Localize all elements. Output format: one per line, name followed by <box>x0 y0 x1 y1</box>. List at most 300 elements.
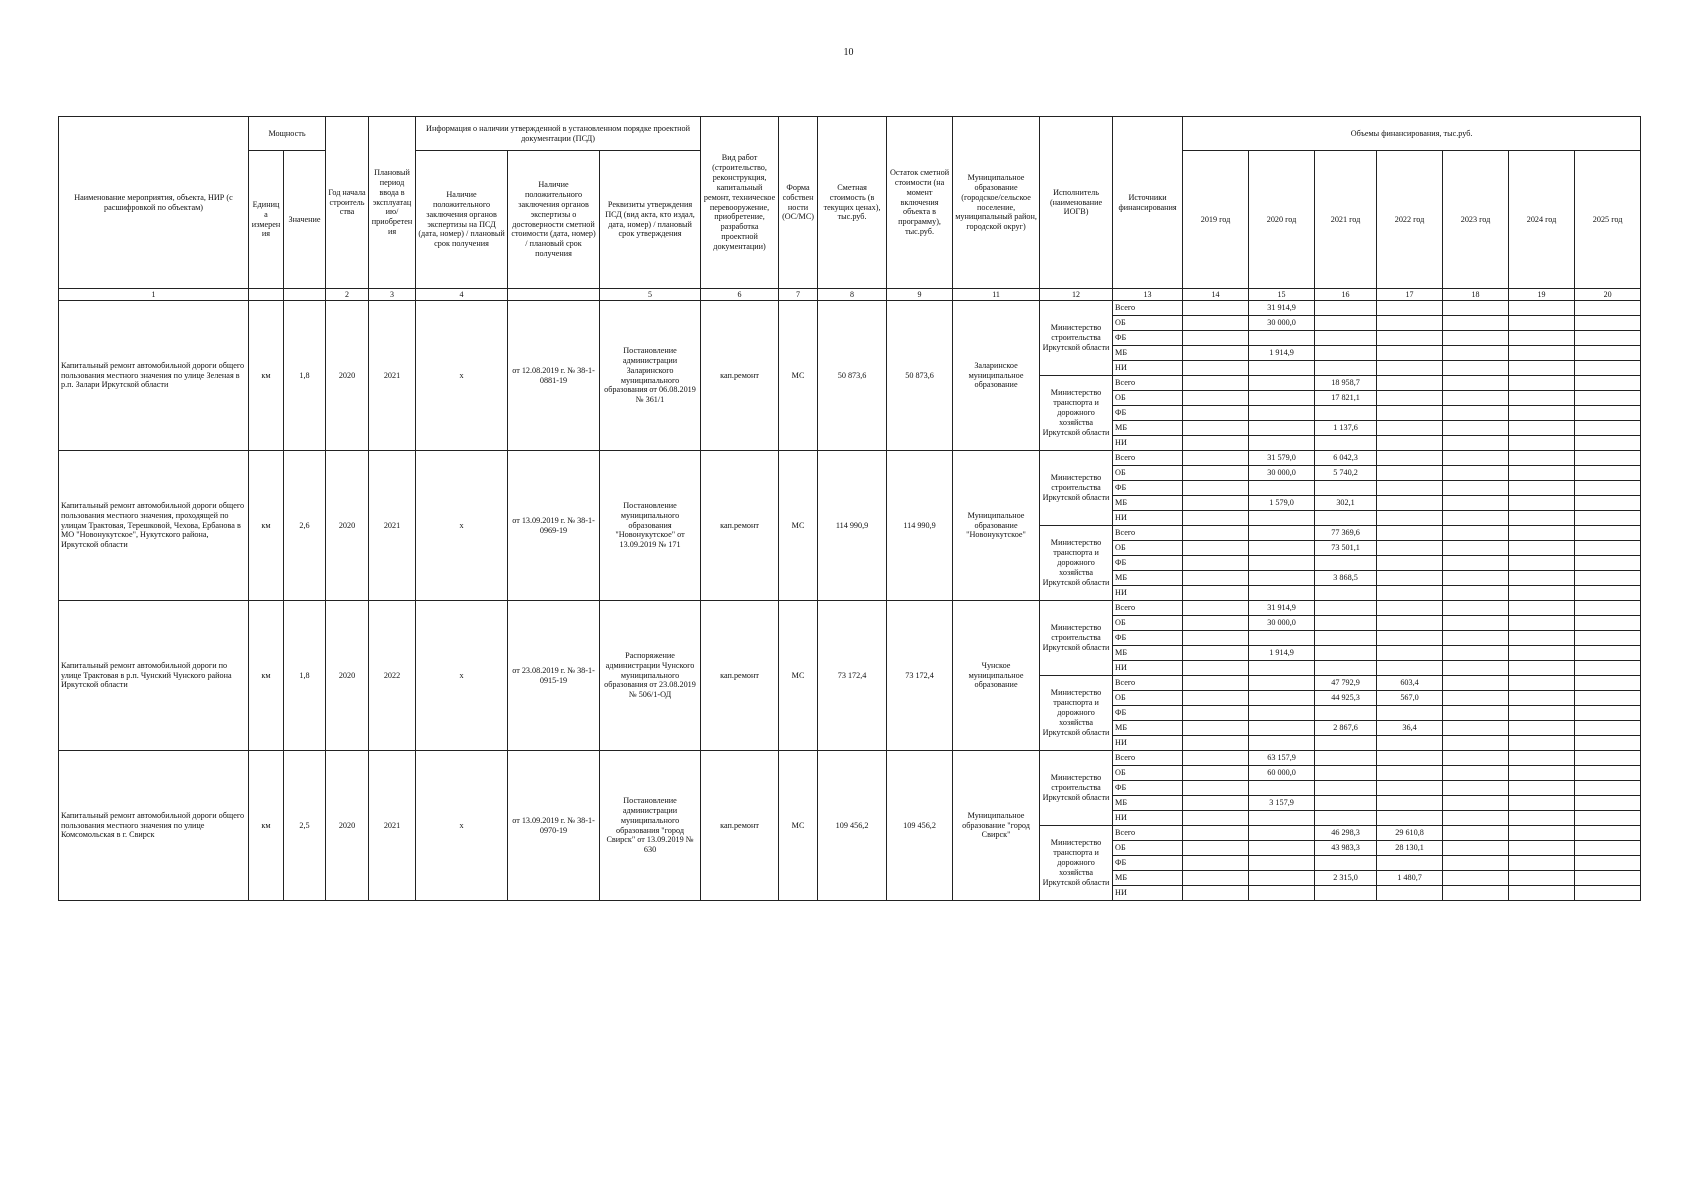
funding-amount: 5 740,2 <box>1315 466 1377 481</box>
funding-amount <box>1377 301 1443 316</box>
project-municipality: Муниципальное образование "город Свирск" <box>953 751 1040 901</box>
funding-amount: 46 298,3 <box>1315 826 1377 841</box>
funding-amount <box>1183 571 1249 586</box>
funding-amount <box>1575 796 1641 811</box>
executor-name: Министерство транспорта и дорожного хозяйства Иркутской области <box>1040 376 1113 451</box>
funding-amount <box>1249 511 1315 526</box>
funding-amount <box>1183 676 1249 691</box>
funding-amount <box>1443 781 1509 796</box>
funding-amount <box>1575 541 1641 556</box>
funding-amount <box>1377 346 1443 361</box>
funding-amount <box>1443 436 1509 451</box>
funding-source: Всего <box>1113 676 1183 691</box>
funding-source: ОБ <box>1113 316 1183 331</box>
funding-amount <box>1509 736 1575 751</box>
funding-amount <box>1509 466 1575 481</box>
funding-amount <box>1183 841 1249 856</box>
project-psd-requisites: Постановление администрации Заларинского муниципального образования от 06.08.2019 № 361/1 <box>600 301 701 451</box>
funding-amount <box>1249 556 1315 571</box>
funding-amount: 77 369,6 <box>1315 526 1377 541</box>
funding-amount <box>1249 886 1315 901</box>
funding-amount <box>1315 811 1377 826</box>
funding-amount <box>1509 301 1575 316</box>
funding-amount <box>1443 451 1509 466</box>
funding-source: ФБ <box>1113 631 1183 646</box>
column-number: 9 <box>887 289 953 301</box>
funding-amount <box>1509 691 1575 706</box>
funding-amount <box>1377 856 1443 871</box>
funding-amount <box>1249 811 1315 826</box>
project-name: Капитальный ремонт автомобильной дороги общего пользования местного значения, проходящей по улицам Трактовая, Терешковой, Чехова, Ербанова в МО "Новонукутское", Нукутского района, Иркутской области <box>59 451 249 601</box>
executor-name: Министерство строительства Иркутской области <box>1040 601 1113 676</box>
funding-amount <box>1183 796 1249 811</box>
funding-source: ФБ <box>1113 331 1183 346</box>
funding-amount <box>1249 721 1315 736</box>
funding-amount: 1 480,7 <box>1377 871 1443 886</box>
col-psd-expertise-header: Наличие положительного заключения органов экспертизы на ПСД (дата, номер) / плановый срок получения <box>416 151 508 289</box>
funding-amount <box>1575 751 1641 766</box>
funding-amount: 31 914,9 <box>1249 301 1315 316</box>
funding-amount <box>1249 676 1315 691</box>
funding-amount <box>1377 631 1443 646</box>
funding-amount <box>1377 886 1443 901</box>
funding-amount <box>1315 856 1377 871</box>
funding-source: НИ <box>1113 586 1183 601</box>
funding-amount <box>1377 541 1443 556</box>
project-estimated-cost: 50 873,6 <box>818 301 887 451</box>
funding-amount <box>1509 496 1575 511</box>
funding-amount: 1 579,0 <box>1249 496 1315 511</box>
funding-amount <box>1315 661 1377 676</box>
col-year-header: 2025 год <box>1575 151 1641 289</box>
funding-amount <box>1183 751 1249 766</box>
funding-amount <box>1315 781 1377 796</box>
funding-amount: 1 137,6 <box>1315 421 1377 436</box>
funding-amount <box>1183 811 1249 826</box>
funding-amount <box>1377 811 1443 826</box>
funding-amount <box>1377 661 1443 676</box>
funding-source: МБ <box>1113 871 1183 886</box>
funding-source: ОБ <box>1113 691 1183 706</box>
funding-source: Всего <box>1113 826 1183 841</box>
funding-amount <box>1249 691 1315 706</box>
funding-amount <box>1249 781 1315 796</box>
project-municipality: Муниципальное образование "Новонукутское" <box>953 451 1040 601</box>
funding-amount <box>1575 331 1641 346</box>
funding-amount <box>1443 301 1509 316</box>
col-year-header: 2023 год <box>1443 151 1509 289</box>
funding-amount <box>1249 361 1315 376</box>
column-number: 13 <box>1113 289 1183 301</box>
funding-amount <box>1377 766 1443 781</box>
funding-amount <box>1315 751 1377 766</box>
funding-source: ФБ <box>1113 706 1183 721</box>
funding-source: МБ <box>1113 646 1183 661</box>
funding-amount <box>1443 676 1509 691</box>
funding-amount <box>1575 316 1641 331</box>
funding-amount <box>1509 616 1575 631</box>
funding-amount <box>1183 886 1249 901</box>
funding-amount <box>1575 856 1641 871</box>
funding-amount <box>1183 646 1249 661</box>
funding-amount <box>1443 856 1509 871</box>
project-start-year: 2020 <box>326 751 369 901</box>
funding-amount <box>1443 766 1509 781</box>
funding-amount <box>1315 331 1377 346</box>
funding-amount <box>1249 376 1315 391</box>
funding-amount <box>1377 511 1443 526</box>
executor-name: Министерство строительства Иркутской области <box>1040 301 1113 376</box>
column-number: 6 <box>701 289 779 301</box>
funding-amount <box>1315 361 1377 376</box>
funding-amount <box>1509 391 1575 406</box>
funding-amount <box>1183 511 1249 526</box>
funding-amount <box>1183 826 1249 841</box>
funding-amount <box>1377 316 1443 331</box>
funding-amount <box>1443 421 1509 436</box>
funding-amount: 43 983,3 <box>1315 841 1377 856</box>
funding-amount <box>1575 886 1641 901</box>
funding-amount <box>1575 661 1641 676</box>
funding-amount: 603,4 <box>1377 676 1443 691</box>
funding-amount <box>1249 436 1315 451</box>
project-unit: км <box>249 301 284 451</box>
funding-amount <box>1249 421 1315 436</box>
table-header <box>59 117 1641 301</box>
funding-amount <box>1575 406 1641 421</box>
project-work-type: кап.ремонт <box>701 751 779 901</box>
project-capacity-value: 2,6 <box>284 451 326 601</box>
funding-amount <box>1377 451 1443 466</box>
funding-amount <box>1509 406 1575 421</box>
funding-source: ФБ <box>1113 856 1183 871</box>
project-capacity-value: 2,5 <box>284 751 326 901</box>
funding-amount <box>1509 781 1575 796</box>
financing-table <box>58 116 1641 901</box>
col-work-type-header: Вид работ (строительство, реконструкция, капитальный ремонт, техническое перевооружение, приобретение, разработка проектной документации) <box>701 117 779 289</box>
funding-amount <box>1575 601 1641 616</box>
funding-amount <box>1315 706 1377 721</box>
executor-name: Министерство строительства Иркутской области <box>1040 751 1113 826</box>
project-planned-period: 2022 <box>369 601 416 751</box>
funding-amount <box>1443 751 1509 766</box>
funding-amount <box>1575 811 1641 826</box>
funding-amount <box>1315 436 1377 451</box>
funding-amount: 73 501,1 <box>1315 541 1377 556</box>
funding-amount <box>1249 631 1315 646</box>
funding-amount <box>1575 691 1641 706</box>
table-row <box>59 301 1641 316</box>
project-ownership: МС <box>779 451 818 601</box>
funding-amount <box>1509 631 1575 646</box>
funding-amount: 47 792,9 <box>1315 676 1377 691</box>
project-psd-expertise: х <box>416 451 508 601</box>
executor-name: Министерство транспорта и дорожного хозяйства Иркутской области <box>1040 826 1113 901</box>
funding-amount <box>1183 871 1249 886</box>
funding-amount <box>1575 436 1641 451</box>
funding-amount <box>1249 391 1315 406</box>
funding-amount <box>1443 841 1509 856</box>
funding-amount <box>1183 301 1249 316</box>
column-number: 7 <box>779 289 818 301</box>
funding-amount <box>1509 556 1575 571</box>
funding-amount <box>1509 436 1575 451</box>
project-name: Капитальный ремонт автомобильной дороги общего пользования местного значения по улице Комсомольская в г. Свирск <box>59 751 249 901</box>
executor-name: Министерство строительства Иркутской области <box>1040 451 1113 526</box>
funding-amount: 3 868,5 <box>1315 571 1377 586</box>
funding-source: Всего <box>1113 526 1183 541</box>
funding-amount <box>1315 601 1377 616</box>
funding-source: ФБ <box>1113 781 1183 796</box>
funding-amount <box>1443 601 1509 616</box>
project-cost-expertise: от 23.08.2019 г. № 38-1-0915-19 <box>508 601 600 751</box>
funding-amount <box>1575 526 1641 541</box>
funding-amount <box>1377 706 1443 721</box>
column-number: 11 <box>953 289 1040 301</box>
funding-amount <box>1249 661 1315 676</box>
funding-amount <box>1575 511 1641 526</box>
funding-amount <box>1183 691 1249 706</box>
funding-amount: 29 610,8 <box>1377 826 1443 841</box>
funding-amount <box>1509 511 1575 526</box>
funding-source: Всего <box>1113 451 1183 466</box>
funding-amount <box>1377 526 1443 541</box>
column-number: 12 <box>1040 289 1113 301</box>
funding-amount <box>1249 841 1315 856</box>
funding-amount: 36,4 <box>1377 721 1443 736</box>
funding-amount <box>1443 541 1509 556</box>
funding-amount <box>1183 331 1249 346</box>
project-psd-requisites: Постановление муниципального образования "Новонукутское" от 13.09.2019 № 171 <box>600 451 701 601</box>
funding-amount <box>1183 406 1249 421</box>
funding-amount <box>1183 766 1249 781</box>
column-number: 15 <box>1249 289 1315 301</box>
funding-amount <box>1183 391 1249 406</box>
funding-amount <box>1183 421 1249 436</box>
col-funding-header: Объемы финансирования, тыс.руб. <box>1183 117 1641 151</box>
project-unit: км <box>249 751 284 901</box>
funding-amount <box>1443 526 1509 541</box>
column-number <box>249 289 284 301</box>
project-cost-expertise: от 12.08.2019 г. № 38-1-0881-19 <box>508 301 600 451</box>
funding-amount <box>1249 571 1315 586</box>
funding-amount: 31 914,9 <box>1249 601 1315 616</box>
funding-amount: 567,0 <box>1377 691 1443 706</box>
funding-amount <box>1575 631 1641 646</box>
funding-source: ФБ <box>1113 556 1183 571</box>
project-psd-expertise: х <box>416 301 508 451</box>
project-planned-period: 2021 <box>369 451 416 601</box>
funding-amount: 30 000,0 <box>1249 316 1315 331</box>
project-start-year: 2020 <box>326 451 369 601</box>
funding-amount <box>1183 856 1249 871</box>
funding-amount <box>1315 646 1377 661</box>
funding-amount <box>1509 661 1575 676</box>
funding-amount <box>1183 721 1249 736</box>
executor-name: Министерство транспорта и дорожного хозяйства Иркутской области <box>1040 526 1113 601</box>
funding-amount <box>1183 586 1249 601</box>
funding-amount <box>1377 781 1443 796</box>
funding-source: ФБ <box>1113 406 1183 421</box>
project-unit: км <box>249 601 284 751</box>
funding-amount <box>1315 736 1377 751</box>
funding-amount <box>1377 391 1443 406</box>
col-year-header: 2021 год <box>1315 151 1377 289</box>
funding-amount <box>1443 736 1509 751</box>
funding-amount <box>1509 871 1575 886</box>
funding-amount <box>1575 616 1641 631</box>
funding-amount <box>1315 481 1377 496</box>
project-remaining-cost: 109 456,2 <box>887 751 953 901</box>
funding-amount <box>1249 331 1315 346</box>
funding-amount <box>1443 586 1509 601</box>
project-work-type: кап.ремонт <box>701 301 779 451</box>
funding-amount <box>1509 721 1575 736</box>
funding-amount <box>1509 571 1575 586</box>
funding-amount <box>1183 781 1249 796</box>
funding-source: НИ <box>1113 361 1183 376</box>
funding-amount <box>1575 676 1641 691</box>
funding-amount <box>1315 886 1377 901</box>
funding-amount: 44 925,3 <box>1315 691 1377 706</box>
funding-amount <box>1377 421 1443 436</box>
funding-amount <box>1377 481 1443 496</box>
funding-source: НИ <box>1113 511 1183 526</box>
funding-amount <box>1377 496 1443 511</box>
project-cost-expertise: от 13.09.2019 г. № 38-1-0969-19 <box>508 451 600 601</box>
funding-amount <box>1575 721 1641 736</box>
col-psd-cost-header: Наличие положительного заключения органов экспертизы о достоверности сметной стоимости (дата, номер) / плановый срок получения <box>508 151 600 289</box>
funding-amount <box>1315 346 1377 361</box>
funding-amount <box>1183 736 1249 751</box>
funding-amount <box>1443 691 1509 706</box>
project-psd-expertise: х <box>416 601 508 751</box>
funding-amount <box>1443 376 1509 391</box>
table-row <box>59 601 1641 616</box>
project-unit: км <box>249 451 284 601</box>
funding-source: НИ <box>1113 736 1183 751</box>
funding-amount <box>1575 766 1641 781</box>
funding-amount: 60 000,0 <box>1249 766 1315 781</box>
funding-amount <box>1249 871 1315 886</box>
funding-amount <box>1315 301 1377 316</box>
column-number: 14 <box>1183 289 1249 301</box>
column-number: 5 <box>600 289 701 301</box>
funding-amount <box>1509 421 1575 436</box>
funding-source: МБ <box>1113 571 1183 586</box>
project-municipality: Заларинское муниципальное образование <box>953 301 1040 451</box>
funding-amount <box>1315 616 1377 631</box>
col-municipality-header: Муниципальное образование (городское/сельское поселение, муниципальный район, городской округ) <box>953 117 1040 289</box>
project-remaining-cost: 114 990,9 <box>887 451 953 601</box>
column-number: 20 <box>1575 289 1641 301</box>
funding-amount <box>1249 856 1315 871</box>
column-number: 8 <box>818 289 887 301</box>
funding-amount <box>1575 481 1641 496</box>
col-estimated-cost-header: Сметная стоимость (в текущих ценах), тыс.руб. <box>818 117 887 289</box>
funding-amount <box>1183 706 1249 721</box>
funding-amount <box>1443 361 1509 376</box>
funding-source: ОБ <box>1113 541 1183 556</box>
project-work-type: кап.ремонт <box>701 601 779 751</box>
funding-amount <box>1509 676 1575 691</box>
funding-amount <box>1443 466 1509 481</box>
funding-amount <box>1249 406 1315 421</box>
column-number: 19 <box>1509 289 1575 301</box>
funding-source: МБ <box>1113 346 1183 361</box>
funding-amount <box>1249 706 1315 721</box>
project-psd-requisites: Постановление администрации муниципального образования "город Свирск" от 13.09.2019 № 630 <box>600 751 701 901</box>
funding-amount <box>1443 316 1509 331</box>
funding-source: МБ <box>1113 796 1183 811</box>
funding-amount <box>1575 496 1641 511</box>
col-executor-header: Исполнитель (наименование ИОГВ) <box>1040 117 1113 289</box>
table-row <box>59 751 1641 766</box>
funding-amount <box>1443 721 1509 736</box>
funding-amount <box>1183 616 1249 631</box>
funding-amount <box>1575 391 1641 406</box>
funding-amount <box>1315 316 1377 331</box>
funding-amount <box>1443 391 1509 406</box>
funding-source: ОБ <box>1113 616 1183 631</box>
col-psd-requisites-header: Реквизиты утверждения ПСД (вид акта, кто издал, дата, номер) / плановый срок утверждения <box>600 151 701 289</box>
funding-amount <box>1443 886 1509 901</box>
funding-amount <box>1183 496 1249 511</box>
project-capacity-value: 1,8 <box>284 301 326 451</box>
funding-amount <box>1315 556 1377 571</box>
funding-amount <box>1377 601 1443 616</box>
funding-amount: 31 579,0 <box>1249 451 1315 466</box>
funding-amount <box>1183 526 1249 541</box>
project-estimated-cost: 114 990,9 <box>818 451 887 601</box>
funding-amount <box>1575 586 1641 601</box>
funding-amount: 6 042,3 <box>1315 451 1377 466</box>
executor-name: Министерство транспорта и дорожного хозяйства Иркутской области <box>1040 676 1113 751</box>
funding-amount: 28 130,1 <box>1377 841 1443 856</box>
funding-amount <box>1377 556 1443 571</box>
project-planned-period: 2021 <box>369 301 416 451</box>
funding-amount <box>1575 826 1641 841</box>
funding-amount: 2 315,0 <box>1315 871 1377 886</box>
funding-source: ФБ <box>1113 481 1183 496</box>
funding-amount <box>1377 331 1443 346</box>
funding-source: Всего <box>1113 301 1183 316</box>
funding-amount: 30 000,0 <box>1249 616 1315 631</box>
funding-amount <box>1509 646 1575 661</box>
funding-amount <box>1509 316 1575 331</box>
funding-amount <box>1315 406 1377 421</box>
col-ownership-header: Форма собственности (ОС/МС) <box>779 117 818 289</box>
funding-amount: 302,1 <box>1315 496 1377 511</box>
funding-amount <box>1509 826 1575 841</box>
funding-amount <box>1377 436 1443 451</box>
funding-amount <box>1443 511 1509 526</box>
column-number: 2 <box>326 289 369 301</box>
funding-amount: 3 157,9 <box>1249 796 1315 811</box>
project-municipality: Чунское муниципальное образование <box>953 601 1040 751</box>
funding-source: Всего <box>1113 751 1183 766</box>
funding-amount <box>1443 556 1509 571</box>
col-year-header: 2022 год <box>1377 151 1443 289</box>
funding-amount <box>1183 346 1249 361</box>
funding-amount <box>1575 361 1641 376</box>
funding-source: ОБ <box>1113 391 1183 406</box>
funding-amount: 17 821,1 <box>1315 391 1377 406</box>
funding-source: ОБ <box>1113 841 1183 856</box>
funding-amount <box>1575 571 1641 586</box>
funding-amount <box>1443 571 1509 586</box>
funding-source: МБ <box>1113 421 1183 436</box>
